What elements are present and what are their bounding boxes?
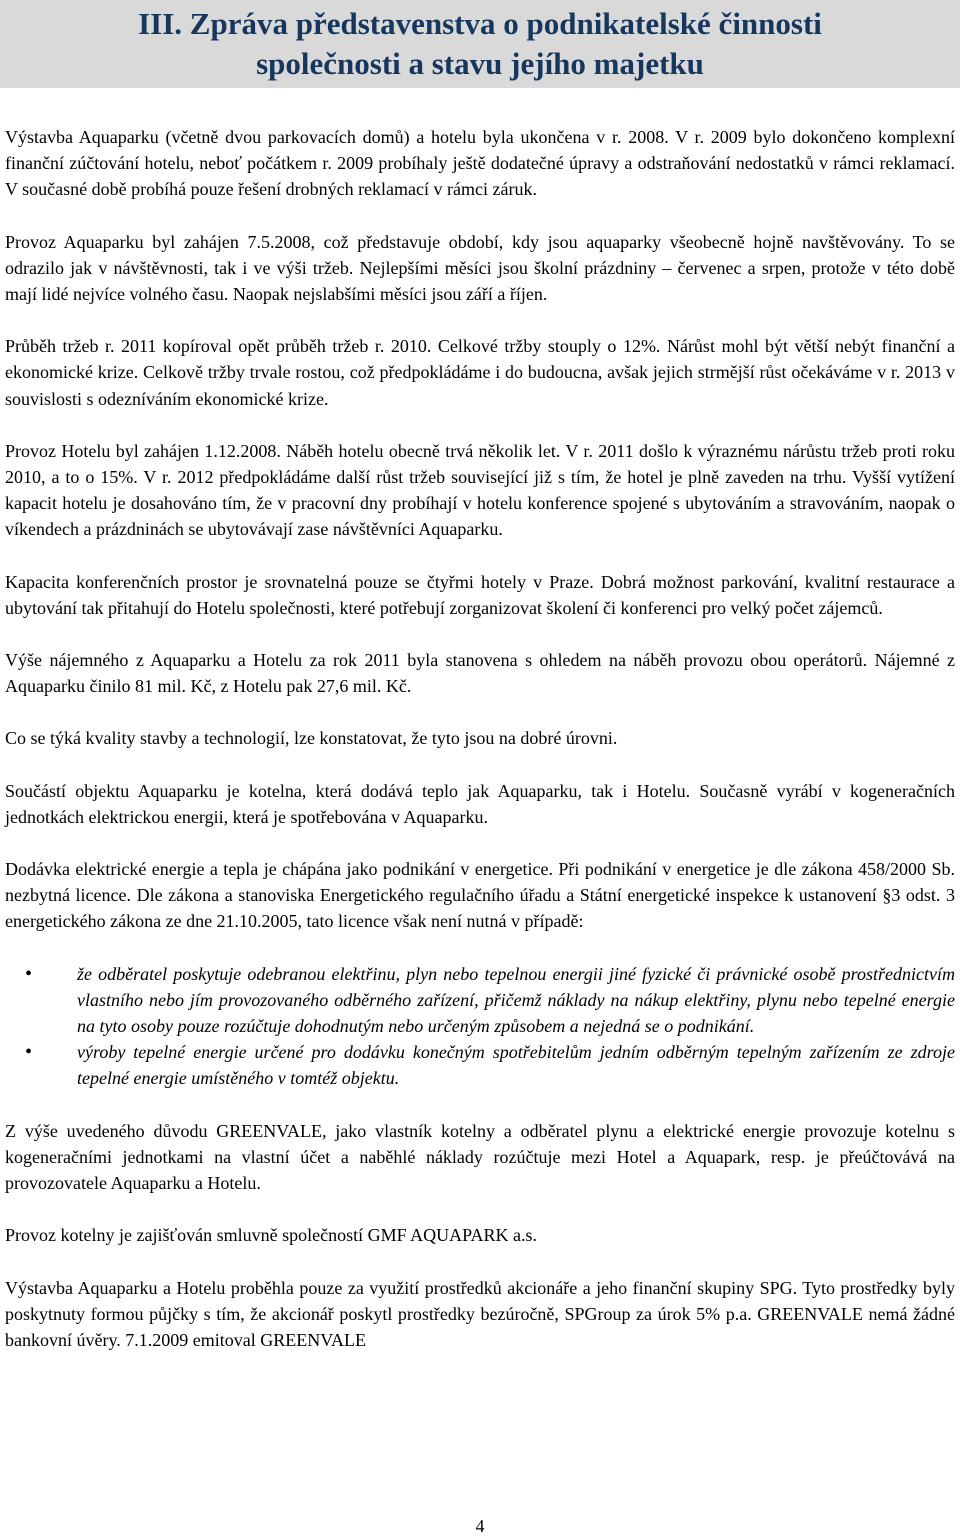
page-number: 4	[475, 1516, 485, 1536]
paragraph: Provoz kotelny je zajišťován smluvně společností GMF AQUAPARK a.s.	[5, 1225, 538, 1246]
bullet-item: • výroby tepelné energie určené pro dodávku konečným spotřebitelům jedním odběrným tepelným zařízením ze zdroje tepelné energie umístěného v tomtéž objektu.	[77, 1039, 955, 1091]
paragraph: Dodávka elektrické energie a tepla je chápána jako podnikání v energetice. Při podnikání v energetice je dle zákona 458/2000 Sb. nezbytná licence. Dle zákona a stanoviska Energetického regulačního úřadu a Státní energetické inspekce k ustanovení §3 odst. 3 energetického zákona ze dne 21.10.2005, tato licence však není nutná v případě:	[5, 859, 955, 932]
paragraph: Z výše uvedeného důvodu GREENVALE, jako vlastník kotelny a odběratel plynu a elektrické energie provozuje kotelnu s kogeneračními jednotkami na vlastní účet a naběhlé náklady rozúčtuje mezi Hotel a Aquapark, resp. je přeúčtovává na provozovatele Aquaparku a Hotelu.	[5, 1120, 955, 1194]
paragraph: Výše nájemného z Aquaparku a Hotelu za rok 2011 byla stanovena s ohledem na náběh provozu obou operátorů. Nájemné z Aquaparku činilo 81 mil. Kč, z Hotelu pak 27,6 mil. Kč.	[5, 650, 955, 697]
paragraph: Co se týká kvality stavby a technologií, lze konstatovat, že tyto jsou na dobré úrovni.	[5, 728, 618, 749]
paragraph: Provoz Aquaparku byl zahájen 7.5.2008, což představuje období, kdy jsou aquaparky všeobecně hojně navštěvovány. To se odrazilo jak v návštěvnosti, tak i ve výši tržeb. Nejlepšími měsíci jsou školní prázdniny – červenec a srpen, protože v této době mají lidé nejvíce volného času. Naopak nejslabšími měsíci jsou září a říjen.	[5, 231, 955, 305]
paragraph: Provoz Hotelu byl zahájen 1.12.2008. Náběh hotelu obecně trvá několik let. V r. 2011 došlo k výraznému nárůstu tržeb proti roku 2010, a to o 15%. V r. 2012 předpokládáme další růst tržeb související již s tím, že hotel je plně zaveden na trhu. Vyšší vytížení kapacit hotelu je dosahováno tím, že v pracovní dny probíhají v hotelu konference spojené s ubytováním a stravováním, naopak o víkendech a prázdninách se ubytovávají zase návštěvníci Aquaparku.	[5, 440, 955, 540]
bullet-item: • že odběratel poskytuje odebranou elektřinu, plyn nebo tepelnou energii jiné fyzické či právnické osobě prostřednictvím vlastního nebo jím provozovaného odběrného zařízení, přičemž náklady na nákup elektřiny, plynu nebo tepelné energie na tyto osoby pouze rozúčtuje dohodnutým nebo určeným způsobem a nejedná se o podnikání.	[77, 961, 955, 1040]
paragraph: Součástí objektu Aquaparku je kotelna, která dodává teplo jak Aquaparku, tak i Hotelu. Současně vyrábí v kogeneračních jednotkách elektrickou energii, která je spotřebována v Aquaparku.	[5, 780, 955, 827]
paragraph: Průběh tržeb r. 2011 kopíroval opět průběh tržeb r. 2010. Celkové tržby stouply o 12%. Nárůst mohl být větší nebýt finanční a ekonomické krize. Celkově tržby trvale rostou, což předpokládáme i do budoucna, avšak jejich strmější růst očekáváme v r. 2013 v souvislosti s odezníváním ekonomické krize.	[5, 336, 955, 409]
paragraph: Kapacita konferenčních prostor je srovnatelná pouze se čtyřmi hotely v Praze. Dobrá možnost parkování, kvalitní restaurace a ubytování tak přitahují do Hotelu společnosti, které potřebují zorganizovat školení či konferenci pro velký počet zájemců.	[5, 571, 955, 618]
section-heading	[0, 0, 960, 88]
heading-line-2: společnosti a stavu jejího majetku	[256, 46, 704, 81]
paragraph: Výstavba Aquaparku a Hotelu proběhla pouze za využití prostředků akcionáře a jeho finanční skupiny SPG. Tyto prostředky byly poskytnuty formou půjčky s tím, že akcionář poskytl prostředky bezúročně, SPGroup za úrok 5% p.a. GREENVALE nemá žádné bankovní úvěry. 7.1.2009 emitoval GREENVALE	[5, 1277, 955, 1350]
paragraph: Výstavba Aquaparku (včetně dvou parkovacích domů) a hotelu byla ukončena v r. 2008. V r. 2009 bylo dokončeno komplexní finanční zúčtování hotelu, neboť počátkem r. 2009 probíhaly ještě dodatečné úpravy a odstraňování nedostatků v rámci reklamací. V současné době probíhá pouze řešení drobných reklamací v rámci záruk.	[5, 127, 955, 200]
heading-line-1: III. Zpráva představenstva o podnikatelské činnosti	[138, 6, 822, 41]
document-body	[5, 124, 955, 1379]
bullet-list	[5, 961, 955, 1092]
